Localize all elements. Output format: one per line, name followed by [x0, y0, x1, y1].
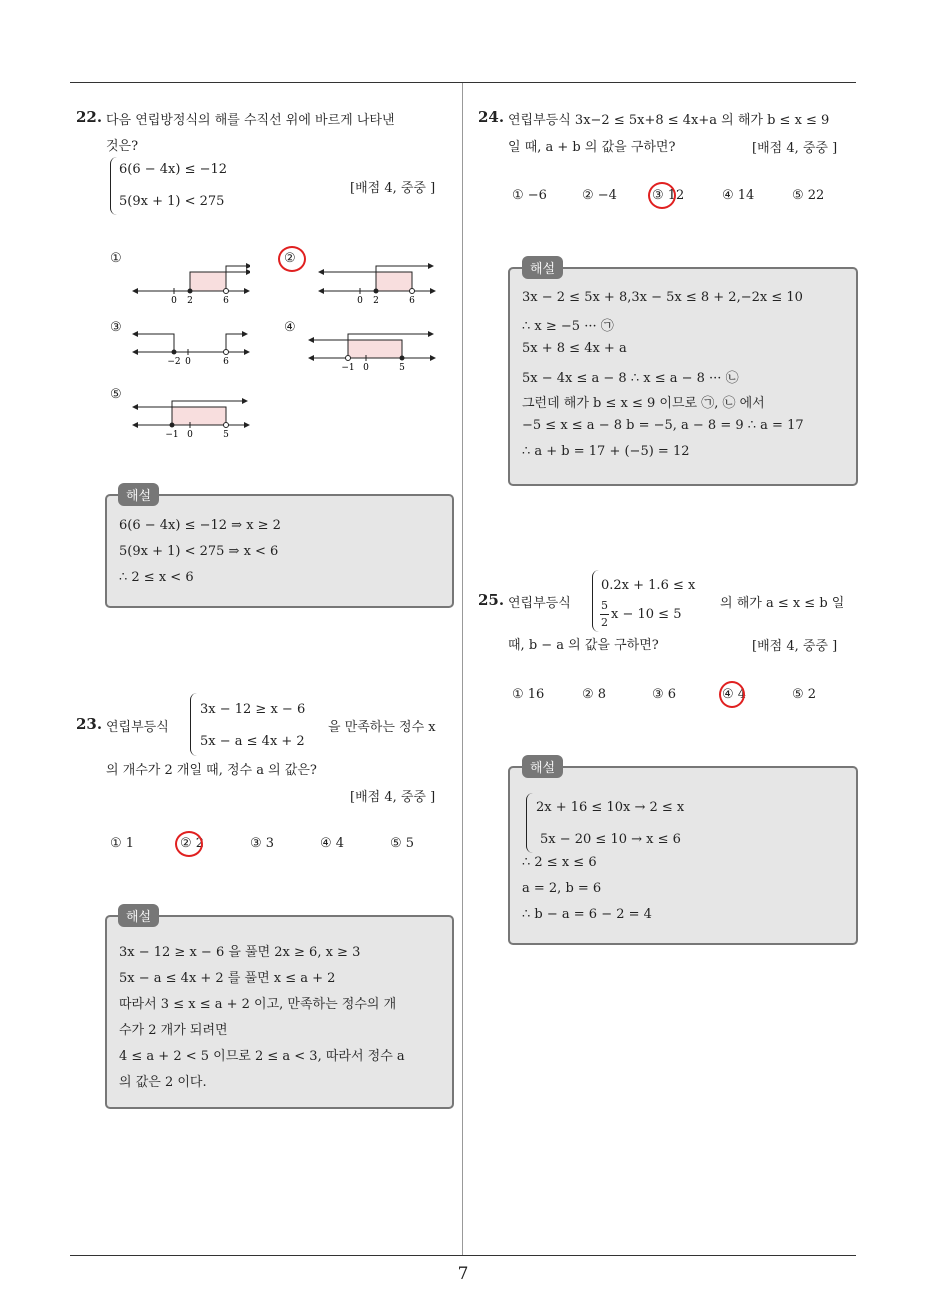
q25-expl-brace — [526, 793, 533, 853]
option-4-tick-label-a: −1 — [341, 363, 355, 373]
q23-choice-1[interactable]: ① 1 — [110, 836, 135, 851]
q23-expl-line-6: 의 값은 2 이다. — [119, 1075, 207, 1090]
option-3-tick-label-c: 6 — [223, 357, 229, 367]
q25-tail: 의 해가 a ≤ x ≤ b 일 — [720, 596, 845, 611]
q24-choice-1[interactable]: ① −6 — [512, 188, 547, 203]
option-1-point-2 — [188, 289, 193, 294]
q25-stem-2: 때, b − a 의 값을 구하면? — [508, 638, 659, 653]
q23-meta: [배점 4, 중중 ] — [350, 790, 436, 805]
option-4-point-5 — [400, 356, 405, 361]
q24-stem: 연립부등식 3x−2 ≤ 5x+8 ≤ 4x+a 의 해가 b ≤ x ≤ 9 — [508, 113, 830, 128]
q25-expl-line-1: ∴ 2 ≤ x ≤ 6 — [522, 855, 597, 870]
q23-answer-mark — [175, 831, 203, 857]
option-4-ray-left-arrow — [308, 337, 314, 343]
q24-expl-line-5: 그런데 해가 b ≤ x ≤ 9 이므로 ㉠, ㉡ 에서 — [522, 396, 765, 411]
q22-stem: 다음 연립방정식의 해를 수직선 위에 바르게 나타낸 — [106, 113, 395, 128]
q22-expl-line-1: 6(6 − 4x) ≤ −12 ⇒ x ≥ 2 — [119, 518, 281, 533]
option-2-tick-label-c: 6 — [409, 296, 415, 304]
q22-choice-3-label[interactable]: ③ — [110, 320, 122, 335]
q23-expl-line-1: 3x − 12 ≥ x − 6 을 풀면 2x ≥ 6, x ≥ 3 — [119, 945, 361, 960]
q24-expl-line-1: 3x − 2 ≤ 5x + 8,3x − 5x ≤ 8 + 2,−2x ≤ 10 — [522, 290, 803, 305]
q23-expl-line-2: 5x − a ≤ 4x + 2 를 풀면 x ≤ a + 2 — [119, 971, 336, 986]
q22-choice-5-label[interactable]: ⑤ — [110, 387, 122, 402]
q24-meta: [배점 4, 중중 ] — [752, 141, 838, 156]
option-5-tick-label-b: 0 — [187, 430, 193, 440]
option-3-tick-label-b: 0 — [185, 357, 191, 367]
q25-fraction-numerator: 5 — [601, 599, 608, 612]
q23-explanation-box — [105, 915, 454, 1109]
option-5-axis-left — [132, 422, 138, 428]
q22-option-3-numberline — [130, 326, 250, 372]
q25-inequality-1: 0.2x + 1.6 ≤ x — [601, 578, 696, 593]
option-4-point-neg1 — [346, 356, 351, 361]
option-5-ray-right-arrow — [242, 398, 248, 404]
option-2-point-2 — [374, 289, 379, 294]
q25-explanation-tag: 해설 — [522, 755, 563, 778]
option-5-point-neg1 — [170, 423, 175, 428]
option-2-tick-label-a: 0 — [357, 296, 363, 304]
option-3-axis-left — [132, 349, 138, 355]
option-4-ray-right-arrow — [428, 331, 434, 337]
option-4-tick-label-c: 5 — [399, 363, 405, 373]
q25-expl-line-2: a = 2, b = 6 — [522, 881, 602, 896]
q25-brace — [592, 570, 599, 632]
q25-inequality-2: x − 10 ≤ 5 — [611, 607, 682, 622]
option-5-tick-label-c: 5 — [223, 430, 229, 440]
q24-choice-5[interactable]: ⑤ 22 — [792, 188, 825, 203]
option-1-overlap-box — [190, 272, 226, 291]
q24-explanation-tag: 해설 — [522, 256, 563, 279]
q25-meta: [배점 4, 중중 ] — [752, 639, 838, 654]
q22-expl-line-2: 5(9x + 1) < 275 ⇒ x < 6 — [119, 544, 279, 559]
option-4-tick-label-b: 0 — [363, 363, 369, 373]
option-3-point-6 — [224, 350, 229, 355]
option-1-ray-up-2 — [226, 266, 246, 291]
q24-expl-line-2: ∴ x ≥ −5 ··· ㉠ — [522, 319, 614, 334]
q25-lead: 연립부등식 — [508, 596, 571, 611]
option-2-ray-left-arrow — [318, 269, 324, 275]
q24-number: 24. — [478, 108, 505, 126]
q22-option-1-numberline — [130, 258, 250, 304]
option-5-point-5 — [224, 423, 229, 428]
q24-choice-2[interactable]: ② −4 — [582, 188, 617, 203]
q22-answer-mark — [278, 246, 306, 272]
q22-expl-line-3: ∴ 2 ≤ x < 6 — [119, 570, 194, 585]
q23-number: 23. — [76, 715, 103, 733]
q22-inequality-1: 6(6 − 4x) ≤ −12 — [119, 162, 228, 177]
q22-meta: [배점 4, 중중 ] — [350, 181, 436, 196]
q25-answer-mark — [719, 681, 745, 708]
q23-expl-line-5: 4 ≤ a + 2 < 5 이므로 2 ≤ a < 3, 따라서 정수 a — [119, 1049, 405, 1064]
option-4-axis-right — [430, 355, 436, 361]
q22-choice-1-label[interactable]: ① — [110, 251, 122, 266]
q22-option-2-numberline — [316, 258, 436, 304]
q22-option-4-numberline — [306, 330, 438, 376]
option-3-ray-right-arrow — [242, 331, 248, 337]
option-5-ray-left-arrow — [132, 404, 138, 410]
option-4-axis-left — [308, 355, 314, 361]
q22-choice-4-label[interactable]: ④ — [284, 320, 296, 335]
q24-stem-2: 일 때, a + b 의 값을 구하면? — [508, 140, 676, 155]
q23-brace — [190, 693, 197, 756]
option-2-ray-arrow — [428, 263, 434, 269]
q25-fraction-denominator: 2 — [601, 616, 608, 629]
option-1-axis-right — [244, 288, 250, 294]
q25-choice-4[interactable]: ④ 4 — [722, 687, 747, 702]
q25-expl-sys-1: 2x + 16 ≤ 10x → 2 ≤ x — [536, 800, 685, 815]
option-5-tick-label-a: −1 — [165, 430, 179, 440]
q23-choice-4[interactable]: ④ 4 — [320, 836, 345, 851]
q24-explanation-box — [508, 267, 858, 486]
q22-explanation-box — [105, 494, 454, 608]
option-3-axis-right — [244, 349, 250, 355]
q22-inequality-2: 5(9x + 1) < 275 — [119, 194, 225, 209]
q22-explanation-tag: 해설 — [118, 483, 159, 506]
bottom-rule — [70, 1255, 856, 1256]
option-2-overlap-box — [376, 272, 412, 291]
q24-expl-line-3: 5x + 8 ≤ 4x + a — [522, 341, 627, 356]
q23-stem-2: 의 개수가 2 개일 때, 정수 a 의 값은? — [106, 763, 317, 778]
q22-brace — [110, 157, 117, 215]
option-1-axis-left — [132, 288, 138, 294]
q25-choice-3[interactable]: ③ 6 — [652, 687, 677, 702]
q22-stem-2: 것은? — [106, 139, 139, 154]
q24-choice-3[interactable]: ③ 12 — [652, 188, 685, 203]
q25-number: 25. — [478, 591, 505, 609]
q23-tail: 을 만족하는 정수 x — [328, 720, 436, 735]
q25-choice-1[interactable]: ① 16 — [512, 687, 545, 702]
option-1-arrowhead-a — [246, 263, 250, 269]
column-divider — [462, 83, 463, 1255]
option-2-axis-right — [430, 288, 436, 294]
q24-expl-line-6: −5 ≤ x ≤ a − 8 b = −5, a − 8 = 9 ∴ a = 17 — [522, 418, 804, 433]
option-2-tick-label-b: 2 — [373, 296, 379, 304]
q23-choice-2[interactable]: ② 2 — [180, 836, 205, 851]
option-5-overlap-box — [172, 407, 226, 425]
q23-lead: 연립부등식 — [106, 720, 169, 735]
q22-choice-2-label[interactable]: ② — [284, 251, 296, 266]
option-1-tick-label-a: 0 — [171, 296, 177, 304]
top-rule — [70, 82, 856, 83]
q23-inequality-1: 3x − 12 ≥ x − 6 — [200, 702, 306, 717]
option-3-ray-left — [138, 334, 174, 352]
option-3-ray-left-arrow — [132, 331, 138, 337]
q25-fraction-bar — [600, 614, 609, 615]
q25-explanation-box — [508, 766, 858, 945]
q25-expl-line-3: ∴ b − a = 6 − 2 = 4 — [522, 907, 652, 922]
q25-expl-sys-2: 5x − 20 ≤ 10 → x ≤ 6 — [540, 832, 681, 847]
option-3-tick-label-a: −2 — [167, 357, 181, 367]
option-4-overlap-box — [348, 340, 402, 358]
q24-expl-line-4: 5x − 4x ≤ a − 8 ∴ x ≤ a − 8 ··· ㉡ — [522, 371, 739, 386]
option-3-point-neg2 — [172, 350, 177, 355]
q23-choice-3[interactable]: ③ 3 — [250, 836, 275, 851]
option-1-tick-label-c: 6 — [223, 296, 229, 304]
option-3-ray-right — [226, 334, 242, 352]
q25-choice-5[interactable]: ⑤ 2 — [792, 687, 817, 702]
option-5-axis-right — [244, 422, 250, 428]
option-2-point-6 — [410, 289, 415, 294]
page-number: 7 — [457, 1264, 469, 1284]
q22-option-5-numberline — [130, 395, 250, 441]
q23-expl-line-4: 수가 2 개가 되려면 — [119, 1023, 228, 1038]
q23-expl-line-3: 따라서 3 ≤ x ≤ a + 2 이고, 만족하는 정수의 개 — [119, 997, 397, 1012]
option-1-point-6 — [224, 289, 229, 294]
q23-choice-5[interactable]: ⑤ 5 — [390, 836, 415, 851]
option-2-axis-left — [318, 288, 324, 294]
q25-choice-2[interactable]: ② 8 — [582, 687, 607, 702]
q24-choice-4[interactable]: ④ 14 — [722, 188, 755, 203]
q24-expl-line-7: ∴ a + b = 17 + (−5) = 12 — [522, 444, 690, 459]
option-1-tick-label-b: 2 — [187, 296, 193, 304]
q23-inequality-2: 5x − a ≤ 4x + 2 — [200, 734, 305, 749]
q24-answer-mark — [648, 182, 676, 209]
q23-explanation-tag: 해설 — [118, 904, 159, 927]
q22-number: 22. — [76, 108, 103, 126]
option-1-arrowhead-b — [246, 269, 250, 275]
